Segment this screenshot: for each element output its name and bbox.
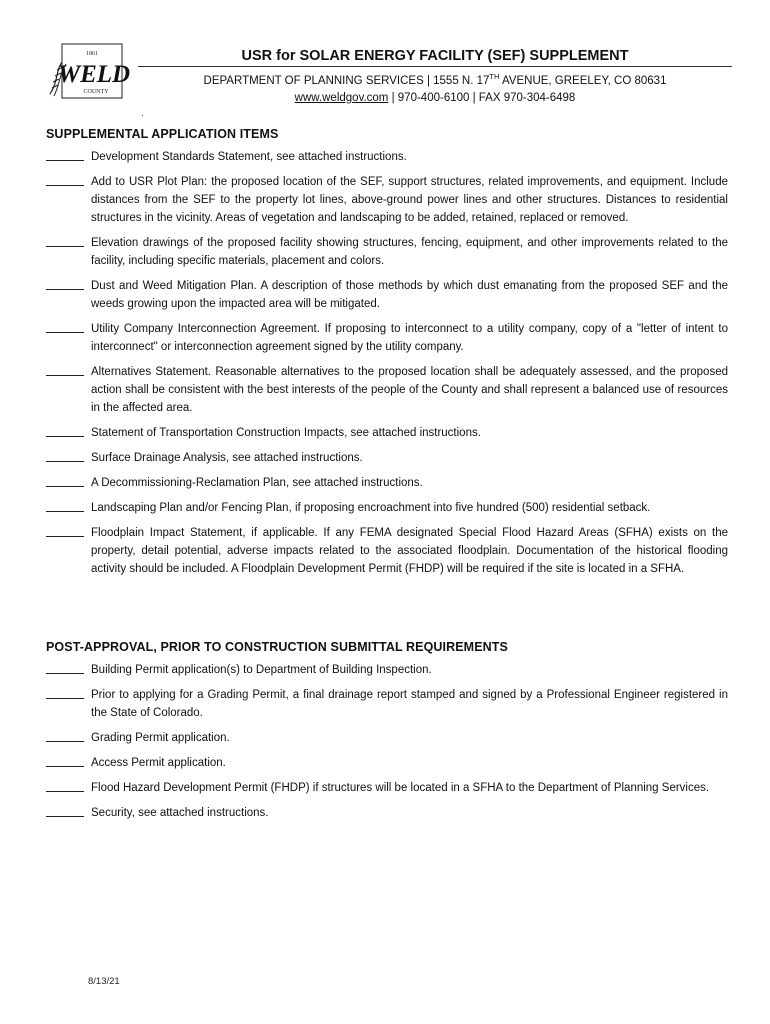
checklist-blank-line[interactable] (46, 461, 84, 462)
supplemental-item (46, 524, 728, 578)
supplemental-item (46, 277, 728, 313)
weld-county-logo (48, 42, 134, 104)
decorative-dot: . (141, 108, 144, 119)
post-approval-item (46, 804, 728, 822)
checklist-item-text: Elevation drawings of the proposed facility showing structures, fencing, equipment, and other improvements related to the facility, including specific materials, placement and colors. (91, 237, 728, 267)
post-approval-item (46, 686, 728, 722)
phone-fax: | 970-400-6100 | FAX 970-304-6498 (388, 91, 576, 104)
section-heading: SUPPLEMENTAL APPLICATION ITEMS (46, 127, 279, 141)
checklist-blank-line[interactable] (46, 766, 84, 767)
website-link[interactable]: www.weldgov.com (294, 91, 389, 104)
supplemental-item (46, 234, 728, 270)
checklist-item-text: Add to USR Plot Plan: the proposed location of the SEF, support structures, related improvements, and equipment. Include distances from the SEF to the property lot lines, above-ground power lines and other structures. Distances to residential structures in the vicinity. Areas of vegetation and landscaping to be added, retained, replaced or removed. (91, 176, 728, 224)
checklist-blank-line[interactable] (46, 791, 84, 792)
post-approval-item (46, 661, 728, 679)
supplemental-item (46, 424, 728, 442)
checklist-item-text: Building Permit application(s) to Department of Building Inspection. (91, 664, 432, 676)
checklist-blank-line[interactable] (46, 185, 84, 186)
logo-name: WELD (57, 61, 131, 88)
checklist-item-text: Development Standards Statement, see attached instructions. (91, 151, 407, 163)
revision-date: 8/13/21 (88, 976, 120, 987)
post-approval-item (46, 729, 728, 747)
post-approval-item (46, 754, 728, 772)
checklist-blank-line[interactable] (46, 160, 84, 161)
address-part: DEPARTMENT OF PLANNING SERVICES | 1555 N. 17 (203, 74, 490, 87)
supplemental-item (46, 148, 728, 166)
supplemental-item (46, 449, 728, 467)
checklist-item-text: Landscaping Plan and/or Fencing Plan, if proposing encroachment into five hundred (500) residential setback. (91, 502, 651, 514)
supplemental-item (46, 474, 728, 492)
checklist-item-text: Flood Hazard Development Permit (FHDP) if structures will be located in a SFHA to the Department of Planning Services. (91, 782, 710, 794)
contact-line (138, 91, 732, 106)
checklist-blank-line[interactable] (46, 698, 84, 699)
checklist-item-text: Prior to applying for a Grading Permit, a final drainage report stamped and signed by a Professional Engineer registered in the State of Colorado. (91, 689, 728, 719)
post-approval-items-list (46, 661, 728, 822)
supplemental-section (46, 127, 728, 585)
supplemental-item (46, 499, 728, 517)
section-heading: POST-APPROVAL, PRIOR TO CONSTRUCTION SUBMITTAL REQUIREMENTS (46, 640, 508, 654)
supplemental-item (46, 173, 728, 227)
supplemental-item (46, 363, 728, 417)
checklist-item-text: Surface Drainage Analysis, see attached instructions. (91, 452, 363, 464)
checklist-blank-line[interactable] (46, 375, 84, 376)
checklist-blank-line[interactable] (46, 511, 84, 512)
checklist-blank-line[interactable] (46, 436, 84, 437)
checklist-item-text: Access Permit application. (91, 757, 226, 769)
address-part: AVENUE, GREELEY, CO 80631 (499, 74, 667, 87)
checklist-item-text: Security, see attached instructions. (91, 807, 269, 819)
post-approval-section (46, 640, 728, 829)
checklist-item-text: Floodplain Impact Statement, if applicable. If any FEMA designated Special Flood Hazard Areas (SFHA) exists on the property, detail potential, adverse impacts related to the associated floodplain. Documentation of the historical flooding activity should be included. A Floodplain Development Permit (FHDP) will be required if the site is located in a SFHA. (91, 527, 728, 575)
checklist-blank-line[interactable] (46, 289, 84, 290)
logo-county: COUNTY (83, 89, 109, 95)
checklist-blank-line[interactable] (46, 536, 84, 537)
department-address (138, 69, 732, 89)
logo-year: 1861 (86, 51, 98, 57)
checklist-blank-line[interactable] (46, 741, 84, 742)
checklist-blank-line[interactable] (46, 332, 84, 333)
document-title: USR for SOLAR ENERGY FACILITY (SEF) SUPPLEMENT (241, 48, 629, 64)
document-header (138, 47, 732, 106)
checklist-blank-line[interactable] (46, 486, 84, 487)
supplemental-items-list (46, 148, 728, 578)
checklist-item-text: Statement of Transportation Construction Impacts, see attached instructions. (91, 427, 481, 439)
checklist-item-text: Grading Permit application. (91, 732, 230, 744)
header-divider (138, 66, 732, 67)
checklist-item-text: Utility Company Interconnection Agreement. If proposing to interconnect to a utility company, copy of a "letter of intent to interconnect" or interconnection agreement signed by the utility company. (91, 323, 728, 353)
checklist-blank-line[interactable] (46, 673, 84, 674)
supplemental-item (46, 320, 728, 356)
checklist-item-text: Alternatives Statement. Reasonable alternatives to the proposed location shall be adequately assessed, and the proposed action shall be consistent with the best interests of the people of the County and shall represent a balanced use of resources in the affected area. (91, 366, 728, 414)
checklist-blank-line[interactable] (46, 246, 84, 247)
checklist-blank-line[interactable] (46, 816, 84, 817)
address-superscript: TH (489, 72, 500, 81)
checklist-item-text: A Decommissioning-Reclamation Plan, see attached instructions. (91, 477, 423, 489)
checklist-item-text: Dust and Weed Mitigation Plan. A description of those methods by which dust emanating from the proposed SEF and the weeds growing upon the impacted area will be mitigated. (91, 280, 728, 310)
post-approval-item (46, 779, 728, 797)
